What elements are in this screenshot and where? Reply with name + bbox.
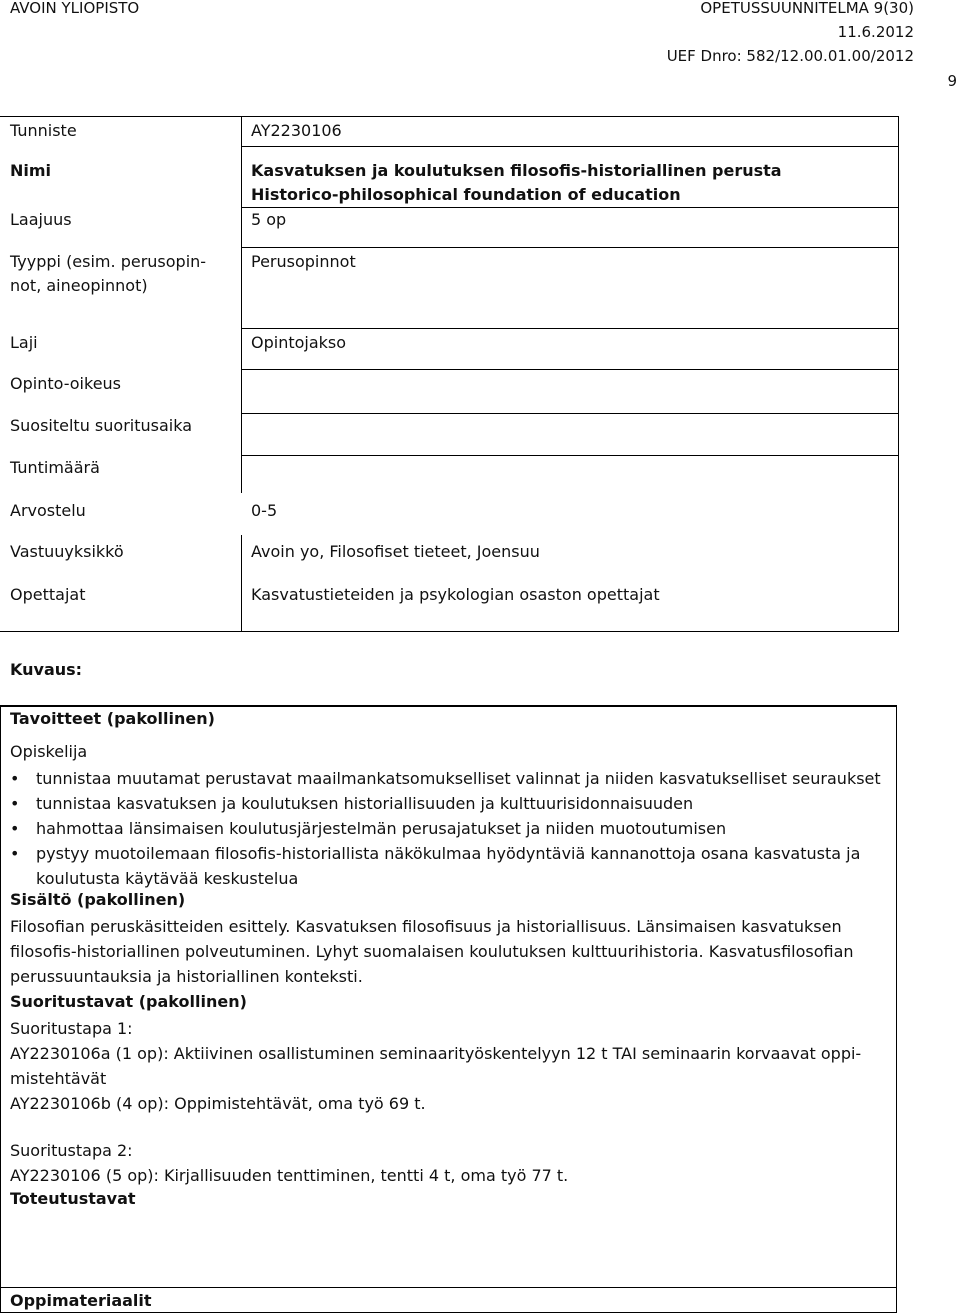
sisalto-line: Filosofian peruskäsitteiden esittely. Kasvatuksen filosofisuus ja historiallisuus. Länsimaisen kasvatuksen bbox=[10, 917, 842, 936]
table-divider bbox=[241, 146, 898, 147]
table-divider bbox=[241, 117, 242, 493]
tunniste-label: Tunniste bbox=[10, 121, 77, 140]
doc-title: OPETUSSUUNNITELMA 9(30) bbox=[700, 0, 914, 17]
tuntimaara-label: Tuntimäärä bbox=[10, 458, 100, 477]
table-divider bbox=[241, 535, 242, 631]
list-item: • hahmottaa länsimaisen koulutusjärjestelmän perusajatukset ja niiden muotoutumisen bbox=[10, 816, 881, 841]
opettajat-label: Opettajat bbox=[10, 585, 86, 604]
table-divider bbox=[0, 706, 896, 707]
kuvaus-heading: Kuvaus: bbox=[10, 660, 83, 679]
table-divider bbox=[0, 706, 1, 1312]
table-divider bbox=[241, 247, 898, 248]
nimi-label: Nimi bbox=[10, 161, 52, 180]
list-item: • tunnistaa kasvatuksen ja koulutuksen historiallisuuden ja kulttuurisidonnaisuuden bbox=[10, 791, 881, 816]
tyyppi-value: Perusopinnot bbox=[251, 252, 356, 271]
goals-list bbox=[10, 766, 881, 891]
doc-reference: UEF Dnro: 582/12.00.01.00/2012 bbox=[666, 47, 914, 65]
list-item-continuation: koulutusta käytävää keskustelua bbox=[36, 869, 299, 888]
suoritustapa-2-title: Suoritustapa 2: bbox=[10, 1141, 133, 1160]
table-divider bbox=[241, 328, 898, 329]
page-number: 9 bbox=[947, 72, 957, 90]
oppimateriaalit-heading: Oppimateriaalit bbox=[10, 1291, 152, 1310]
org-name: AVOIN YLIOPISTO bbox=[10, 0, 140, 17]
table-divider bbox=[241, 413, 898, 414]
table-divider bbox=[0, 1287, 896, 1288]
suoritustapa-1 bbox=[10, 1016, 890, 1116]
tyyppi-label-line2: not, aineopinnot) bbox=[10, 276, 148, 295]
course-name-en: Historico-philosophical foundation of education bbox=[251, 185, 681, 204]
suoritustavat-heading: Suoritustavat (pakollinen) bbox=[10, 992, 247, 1011]
tunniste-value: AY2230106 bbox=[251, 121, 342, 140]
laji-value: Opintojakso bbox=[251, 333, 347, 352]
table-divider bbox=[241, 207, 898, 208]
suoritustapa-1-line: AY2230106b (4 op): Oppimistehtävät, oma työ 69 t. bbox=[10, 1094, 426, 1113]
doc-date: 11.6.2012 bbox=[837, 23, 914, 41]
vastuuyksikko-label: Vastuuyksikkö bbox=[10, 542, 124, 561]
opettajat-value: Kasvatustieteiden ja psykologian osaston opettajat bbox=[251, 585, 660, 604]
course-name-fi: Kasvatuksen ja koulutuksen filosofis-historiallinen perusta bbox=[251, 161, 782, 180]
opinto-oikeus-label: Opinto-oikeus bbox=[10, 374, 122, 393]
suoritustapa-2-line: AY2230106 (5 op): Kirjallisuuden tenttiminen, tentti 4 t, oma työ 77 t. bbox=[10, 1166, 569, 1185]
arvostelu-label: Arvostelu bbox=[10, 501, 86, 520]
table-divider bbox=[241, 455, 898, 456]
laajuus-value: 5 op bbox=[251, 210, 287, 229]
laji-label: Laji bbox=[10, 333, 38, 352]
sisalto-text bbox=[10, 914, 890, 989]
suoritusaika-label: Suositeltu suoritusaika bbox=[10, 416, 193, 435]
sisalto-line: filosofis-historiallinen polveutuminen. Lyhyt suomalaisen koulutuksen kulttuurihistoria. Kasvatusfilosofian bbox=[10, 942, 854, 961]
suoritustapa-1-line: AY2230106a (1 op): Aktiivinen osallistuminen seminaarityöskentelyyn 12 t TAI seminaarin korvaavat oppi- bbox=[10, 1044, 862, 1063]
suoritustapa-2 bbox=[10, 1138, 890, 1188]
suoritustapa-1-line: mistehtävät bbox=[10, 1069, 107, 1088]
list-item: • tunnistaa muutamat perustavat maailmankatsomukselliset valinnat ja niiden kasvatukselliset seuraukset bbox=[10, 766, 881, 791]
opiskelija-text: Opiskelija bbox=[10, 742, 88, 761]
sisalto-line: perussuuntauksia ja historiallinen konteksti. bbox=[10, 967, 363, 986]
toteutustavat-heading: Toteutustavat bbox=[10, 1189, 136, 1208]
laajuus-label: Laajuus bbox=[10, 210, 72, 229]
tyyppi-label-line1: Tyyppi (esim. perusopin- bbox=[10, 252, 207, 271]
list-item: • pystyy muotoilemaan filosofis-historiallista näkökulmaa hyödyntäviä kannanottoja osana kasvatusta ja bbox=[10, 841, 881, 866]
tavoitteet-heading: Tavoitteet (pakollinen) bbox=[10, 709, 215, 728]
sisalto-heading: Sisältö (pakollinen) bbox=[10, 890, 186, 909]
table-divider bbox=[241, 369, 898, 370]
suoritustapa-1-title: Suoritustapa 1: bbox=[10, 1019, 133, 1038]
arvostelu-value: 0-5 bbox=[251, 501, 278, 520]
vastuuyksikko-value: Avoin yo, Filosofiset tieteet, Joensuu bbox=[251, 542, 540, 561]
